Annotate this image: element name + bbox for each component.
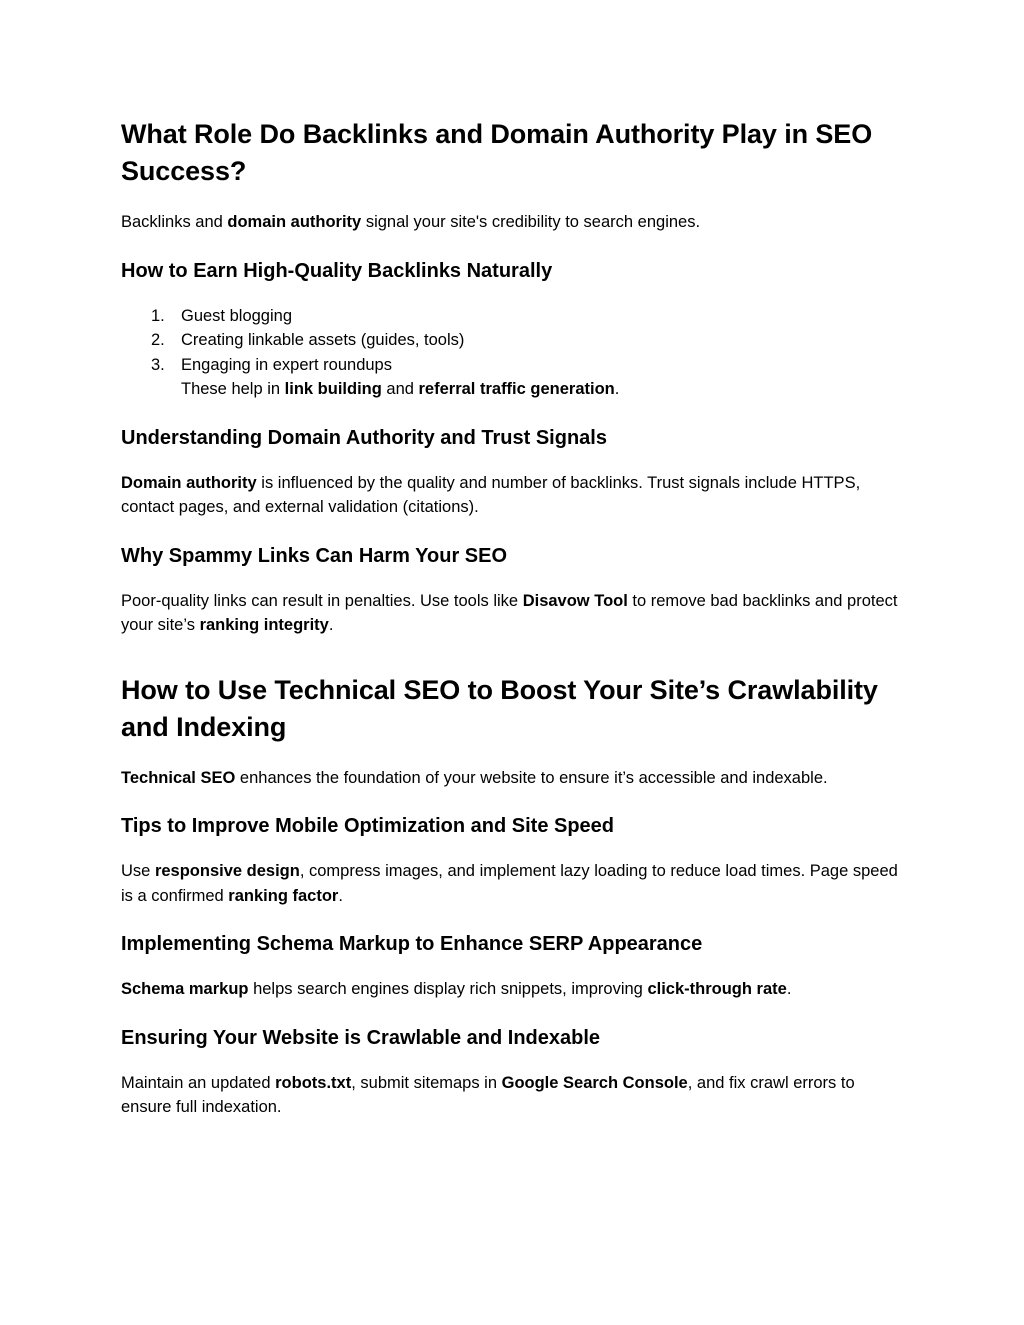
text-run: . [338,886,343,905]
list-item-text: Creating linkable assets (guides, tools) [181,331,465,349]
text-run: Poor-quality links can result in penalties. Use tools like [121,591,523,610]
bold-term: ranking integrity [199,616,329,634]
bold-term: domain authority [227,213,362,231]
text-run: . [786,980,792,998]
subheading-mobile-optimization: Tips to Improve Mobile Optimization and Site Speed [121,815,615,837]
subheading-domain-authority: Understanding Domain Authority and Trust Signals [121,426,607,449]
bold-term: Google Search Console [501,1073,688,1092]
text-run: These help in [181,380,285,398]
crawlable-indexable-paragraph [121,1071,901,1120]
text-run: Maintain an updated [121,1073,276,1092]
text-run: is influenced by the quality and number of backlinks. Trust signals include HTTPS, contact pages, and external validation (citations). [121,473,861,516]
mobile-optimization-paragraph [121,859,901,908]
text-run: , compress images, and implement lazy loading to reduce load times. Page speed is a confirmed [121,862,898,905]
bold-term: responsive design [154,862,300,880]
backlink-methods-list [121,304,901,378]
list-item [121,304,901,329]
bold-term: referral traffic generation [418,380,615,398]
text-run: to remove bad backlinks and protect your site’s [121,591,898,634]
schema-markup-paragraph [121,977,901,1002]
bold-term: Domain authority [121,473,257,492]
technical-seo-intro-paragraph [121,766,901,791]
text-run: . [614,380,620,398]
text-run: helps search engines display rich snippets, improving [248,980,648,998]
list-number: 3. [151,355,165,374]
spammy-links-paragraph [121,589,901,638]
text-run: , and fix crawl errors to ensure full indexation. [121,1073,855,1116]
text-run: signal your site's credibility to search engines. [361,213,701,231]
subheading-spammy-links: Why Spammy Links Can Harm Your SEO [121,544,508,567]
bold-term: click-through rate [647,980,787,998]
text-run: Backlinks and [121,213,228,231]
list-continuation-paragraph [121,377,901,402]
subheading-schema-markup: Implementing Schema Markup to Enhance SERP Appearance [121,933,703,955]
document-page [121,116,901,1120]
list-item-text: Engaging in expert roundups [181,355,392,374]
domain-authority-paragraph [121,471,901,520]
text-run: enhances the foundation of your website to ensure it’s accessible and indexable. [235,768,828,787]
section-title-backlinks: What Role Do Backlinks and Domain Authority Play in SEO Success? [121,119,873,186]
backlinks-intro-paragraph [121,210,901,235]
list-item [121,328,901,353]
subheading-earn-backlinks: How to Earn High-Quality Backlinks Naturally [121,259,553,282]
bold-term: ranking factor [228,886,339,905]
list-number: 2. [151,331,165,349]
text-run: . [328,616,334,634]
bold-term: Disavow Tool [522,591,628,610]
subheading-crawlable-indexable: Ensuring Your Website is Crawlable and Indexable [121,1026,601,1049]
text-run: Use [121,862,155,880]
bold-term: Schema markup [121,980,249,998]
text-run: , submit sitemaps in [351,1073,502,1092]
bold-term: robots.txt [275,1073,352,1092]
bold-term: link building [284,380,382,398]
bold-term: Technical SEO [121,768,236,787]
text-run: and [381,380,419,398]
section-title-technical-seo: How to Use Technical SEO to Boost Your Site’s Crawlability and Indexing [121,674,878,742]
list-number: 1. [151,306,165,325]
list-item [121,353,901,378]
list-item-text: Guest blogging [181,306,292,325]
